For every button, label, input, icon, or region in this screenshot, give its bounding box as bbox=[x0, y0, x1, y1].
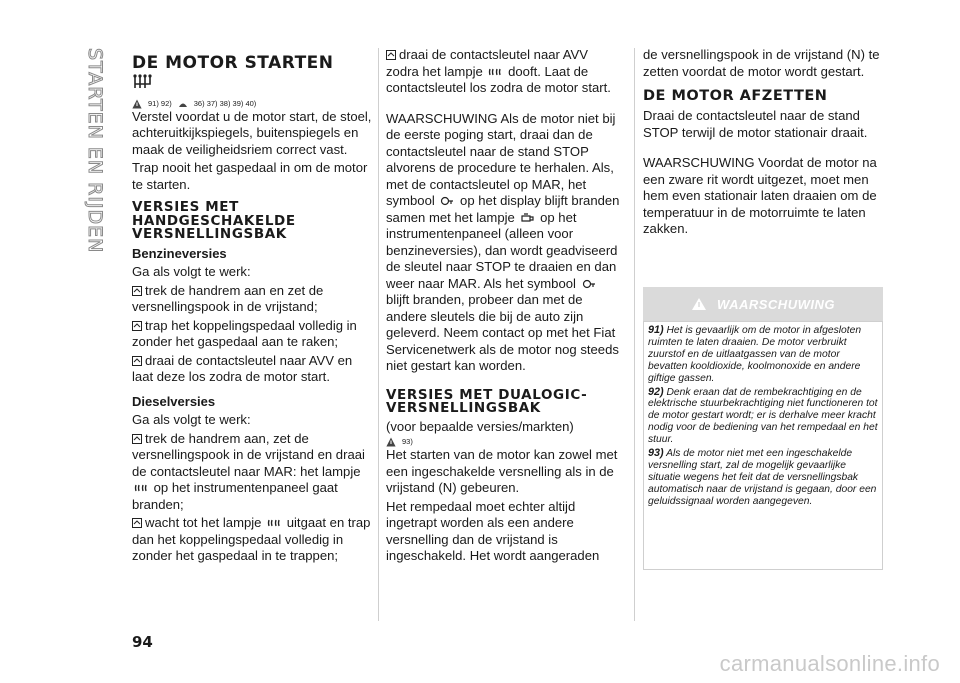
paragraph: de versnellingspook in de vrijstand (N) te zetten voordat de motor wordt gestart. bbox=[643, 47, 880, 79]
warning-item-number: 93) bbox=[648, 447, 664, 460]
paragraph: Ga als volgt te werk: bbox=[132, 264, 251, 279]
list-item-text: trap het koppelingspedaal volledig in zonder het gaspedaal aan te raken; bbox=[132, 317, 357, 349]
warning-paragraph: WAARSCHUWING Voordat de motor na een zware rit wordt uitgezet, moet men hem even stationair laten draaien om de temperatuur in de motorruimte te laten zakken. bbox=[643, 155, 877, 236]
subheading-diesel: Dieselversies bbox=[132, 393, 216, 409]
checkbox-bullet-icon bbox=[132, 356, 142, 366]
warning-item bbox=[648, 325, 878, 385]
list-item-text: op het instrumentenpaneel gaat branden; bbox=[132, 480, 338, 512]
section-title-stop: DE MOTOR AFZETTEN bbox=[643, 88, 828, 104]
warning-item-text: Het is gevaarlijk om de motor in afgesloten ruimten te laten draaien. De motor verbruikt zuurstof en de uitlaatgassen van de motor bevatten kooldioxide, koolmonoxide en andere giftige gassen. bbox=[648, 325, 862, 384]
warning-text: op het display blijft branden samen met het lampje bbox=[386, 193, 620, 225]
glow-plug-icon bbox=[488, 67, 502, 77]
market-note: (voor bepaalde versies/markten) bbox=[386, 418, 574, 434]
warning-box-header bbox=[643, 287, 883, 321]
warning-item-number: 91) bbox=[648, 324, 664, 336]
warning-item-text: Denk eraan dat de rembekrachtiging en de elektrische stuurbekrachtiging niet functioneren tot de motor gestart wordt; er is derhalve meer kracht nodig voor de bediening van het rempedaal en het stuur. bbox=[648, 386, 878, 446]
reference-row bbox=[132, 99, 372, 109]
list-item-text: draai de contactsleutel naar AVV zodra het lampje bbox=[386, 47, 589, 79]
page-number: 94 bbox=[132, 633, 153, 651]
paragraph: Het starten van de motor kan zowel met een ingeschakelde versnelling als in de vrijstand (N) gebeuren. bbox=[386, 447, 618, 495]
checkbox-bullet-icon bbox=[132, 286, 142, 296]
list-item bbox=[386, 47, 624, 97]
warning-box-title: WAARSCHUWING bbox=[717, 296, 835, 312]
gearbox-icon bbox=[132, 73, 372, 96]
list-item-text: wacht tot het lampje bbox=[145, 515, 262, 530]
subheading-petrol: Benzineversies bbox=[132, 245, 227, 261]
list-item bbox=[132, 515, 372, 565]
paragraph: Draai de contactsleutel naar de stand STOP terwijl de motor stationair draait. bbox=[643, 108, 868, 140]
checkbox-bullet-icon bbox=[132, 434, 142, 444]
paragraph: Verstel voordat u de motor start, de stoel, achteruitkijkspiegels, buitenspiegels en maak de veiligheidsriem correct vast. bbox=[132, 108, 372, 157]
list-item bbox=[132, 431, 372, 514]
warning-triangle-icon bbox=[386, 437, 396, 447]
list-item bbox=[132, 283, 372, 316]
immobilizer-key-icon bbox=[440, 196, 454, 206]
list-item-text: trek de handrem aan, zet de versnellingspook in de vrijstand en draai de contactsleutel naar MAR: het lampje bbox=[132, 430, 365, 479]
list-item-text: draai de contactsleutel naar AVV en laat deze los zodra de motor start. bbox=[132, 352, 353, 384]
warning-box-body bbox=[643, 321, 883, 570]
warning-refs: 91) 92) bbox=[148, 98, 172, 108]
warning-paragraph bbox=[386, 111, 624, 375]
paragraph: Trap nooit het gaspedaal in om de motor te starten. bbox=[132, 160, 368, 192]
column-divider-1 bbox=[378, 48, 379, 621]
warning-item-number: 92) bbox=[648, 385, 664, 398]
list-item-text: dooft. Laat de contactsleutel los zodra de motor start. bbox=[386, 63, 611, 95]
section-heading-manual: VERSIES MET HANDGESCHAKELDE VERSNELLINGSBAK bbox=[132, 199, 296, 242]
immobilizer-key-icon bbox=[582, 279, 596, 289]
list-item-text: uitgaat en trap dan het koppelingspedaal volledig in zonder het gaspedaal in te trappen; bbox=[132, 515, 371, 563]
warning-triangle-icon bbox=[691, 297, 707, 311]
warning-text: WAARSCHUWING Als de motor niet bij de eerste poging start, draai dan de contactsleutel naar de stand STOP alvorens de procedure te herhalen. Als, met de contactsleutel op MAR, het symbool bbox=[386, 110, 616, 208]
list-item bbox=[132, 353, 372, 386]
warning-refs: 93) bbox=[402, 437, 413, 446]
warning-item bbox=[648, 387, 878, 447]
glow-plug-icon bbox=[267, 518, 281, 528]
warning-item-text: Als de motor niet met een ingeschakelde versnelling start, zal de mogelijk gevaarlijke situatie wegens het feit dat de versnellingsbak automatisch naar de vrijstand is gegaan, door een geluidssignaal worden aangegeven. bbox=[648, 448, 877, 507]
list-item bbox=[132, 318, 372, 351]
engine-check-icon bbox=[520, 213, 534, 223]
warning-text: blijft branden, probeer dan met de andere sleutels die bij de auto zijn geleverd. Neem contact op met het Fiat Servicenetwerk als de motor nog steeds niet gestart kan worden. bbox=[386, 292, 619, 373]
footer-watermark: carmanualsonline.info bbox=[719, 651, 940, 676]
caution-refs: 36) 37) 38) 39) 40) bbox=[193, 98, 257, 108]
column-3 bbox=[643, 47, 883, 240]
column-1 bbox=[132, 55, 372, 567]
warning-text: op het instrumentenpaneel (alleen voor benzineversies), dan wordt geadviseerd de sleutel naar STOP te draaien en dan weer naar MAR. Als het symbool bbox=[386, 209, 618, 291]
warning-triangle-icon bbox=[132, 99, 142, 109]
paragraph: Het rempedaal moet echter altijd ingetrapt worden als een andere versnelling dan de vrijstand is ingeschakeld. Het wordt aangeraden bbox=[386, 498, 600, 563]
glow-plug-icon bbox=[134, 483, 148, 493]
side-title-text: STARTEN EN RIJDEN bbox=[84, 48, 106, 254]
warning-item bbox=[648, 448, 878, 508]
column-2 bbox=[386, 47, 624, 567]
section-heading-dualogic: VERSIES MET DUALOGIC-VERSNELLINGSBAK bbox=[386, 386, 588, 416]
paragraph: Ga als volgt te werk: bbox=[132, 412, 251, 427]
column-divider-2 bbox=[634, 48, 635, 621]
warning-box bbox=[643, 287, 883, 570]
checkbox-bullet-icon bbox=[132, 518, 142, 528]
section-title-start: DE MOTOR STARTEN bbox=[132, 53, 334, 73]
reference-row bbox=[386, 437, 624, 447]
caution-icon bbox=[178, 99, 188, 109]
checkbox-bullet-icon bbox=[132, 321, 142, 331]
checkbox-bullet-icon bbox=[386, 50, 396, 60]
list-item-text: trek de handrem aan en zet de versnellingspook in de vrijstand; bbox=[132, 282, 324, 314]
side-section-title bbox=[84, 48, 106, 268]
